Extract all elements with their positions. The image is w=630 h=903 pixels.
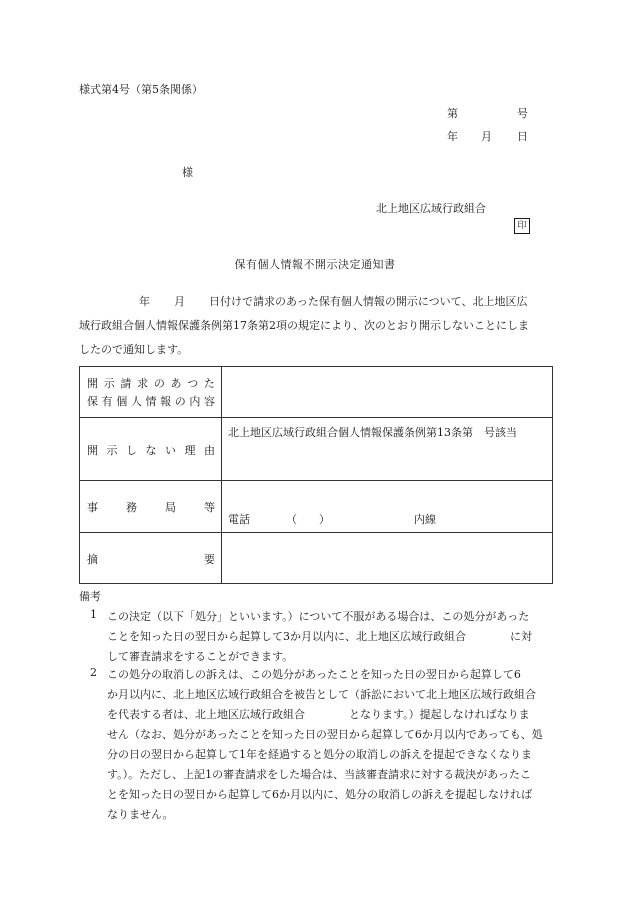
reason-text: 北上地区広域行政組合個人情報保護条例第13条第 号該当 — [228, 426, 517, 439]
seal-mark: 印 — [514, 218, 530, 234]
label-char: 理 — [184, 444, 196, 457]
label-char: 請 — [120, 377, 132, 390]
note-1-line: ことを知った日の翌日から起算して3か月以内に、北上地区広域行政組合 に対 — [107, 630, 532, 643]
label-char: 求 — [137, 377, 149, 390]
label-char: 事 — [87, 501, 98, 514]
note-1-line: この決定（以下「処分」といいます。）について不服がある場合は、この処分があった — [107, 610, 530, 623]
label-char: 人 — [130, 395, 142, 408]
number-prefix: 第 — [447, 107, 458, 120]
intro-text-line-2: 域行政組合個人情報保護条例第17条第2項の規定により、次のとおり開示しないことにしま — [79, 319, 529, 332]
label-char: の — [174, 395, 186, 408]
label-char: 容 — [204, 395, 215, 408]
note-2-line: を代表する者は、北上地区広域行政組合 となります。）提起しなければなりま — [107, 708, 530, 721]
label-office — [80, 481, 222, 533]
value-office — [222, 481, 553, 533]
label-char: い — [165, 444, 176, 457]
intro-month: 月 — [174, 295, 185, 308]
label-char: 情 — [145, 395, 157, 408]
note-2-line: とを知った日の翌日から起算して6か月以内に、処分の取消しの訴えを提起しなければ — [107, 788, 532, 801]
intro-text-line-3: したので通知します。 — [79, 343, 189, 356]
label-char: 示 — [106, 444, 118, 457]
note-2-number: 2 — [90, 666, 97, 679]
label-char: 示 — [103, 377, 115, 390]
date-day: 日 — [517, 130, 528, 143]
table-row-office — [80, 481, 553, 533]
label-char: 摘 — [87, 553, 98, 566]
table-row-summary — [80, 533, 553, 584]
note-2-line: か月以内に、北上地区広域行政組合を被告として（訴訟において北上地区広域行政組合 — [107, 688, 536, 701]
label-char: 由 — [204, 444, 215, 457]
label-char: 務 — [126, 501, 137, 514]
note-2-line: せん（なお、処分があったことを知った日の翌日から起算して6か月以内であっても、処 — [107, 728, 543, 741]
date-month: 月 — [481, 130, 492, 143]
document-title: 保有個人情報不開示決定通知書 — [234, 258, 396, 271]
label-char: 開 — [87, 377, 98, 390]
number-suffix: 号 — [517, 107, 528, 120]
label-char: つ — [187, 377, 199, 390]
remarks-title: 備考 — [79, 590, 101, 603]
form-number-label: 様式第4号（第5条関係） — [79, 83, 203, 96]
value-reason — [222, 418, 553, 481]
value-requested-info — [222, 367, 553, 418]
note-2-line: す。）。ただし、上記1の審査請求をした場合は、当該審査請求に対する裁決があったこ — [107, 768, 532, 781]
label-char: 保 — [87, 395, 98, 408]
label-char: し — [126, 444, 137, 457]
label-reason — [80, 418, 222, 481]
label-char: 要 — [204, 553, 215, 566]
label-char: 有 — [101, 395, 113, 408]
intro-text-line-1: 日付けで請求のあった保有個人情報の開示について、北上地区広 — [209, 295, 528, 308]
note-1-line: して審査請求をすることができます。 — [107, 650, 294, 663]
label-char: た — [203, 377, 215, 390]
note-2-line: 分の日の翌日から起算して1年を経過すると処分の取消しの訴えを提起できなくなりま — [107, 748, 532, 761]
table-row-requested-info — [80, 367, 553, 418]
label-char: 報 — [160, 395, 172, 408]
label-char: 内 — [189, 395, 201, 408]
date-year: 年 — [447, 130, 458, 143]
disclosure-table — [79, 366, 553, 584]
label-char: あ — [170, 377, 182, 390]
extension-label: 内線 — [414, 513, 436, 526]
label-summary — [80, 533, 222, 584]
label-char: の — [153, 377, 165, 390]
note-1-number: 1 — [90, 608, 97, 621]
intro-year: 年 — [139, 295, 150, 308]
label-char: な — [145, 444, 157, 457]
value-summary — [222, 533, 553, 584]
issuer-name: 北上地区広域行政組合 — [376, 202, 486, 215]
label-char: 等 — [204, 501, 215, 514]
phone-label: 電話 — [228, 513, 250, 526]
phone-paren: （ ） — [286, 513, 330, 526]
table-row-reason — [80, 418, 553, 481]
label-char: 個 — [116, 395, 128, 408]
label-char: 開 — [87, 444, 98, 457]
label-requested-info — [80, 367, 222, 418]
recipient-suffix: 様 — [182, 166, 193, 179]
label-char: 局 — [165, 501, 176, 514]
note-2-line: なりません。 — [107, 808, 174, 821]
note-2-line: この処分の取消しの訴えは、この処分があったことを知った日の翌日から起算して6 — [107, 668, 521, 681]
